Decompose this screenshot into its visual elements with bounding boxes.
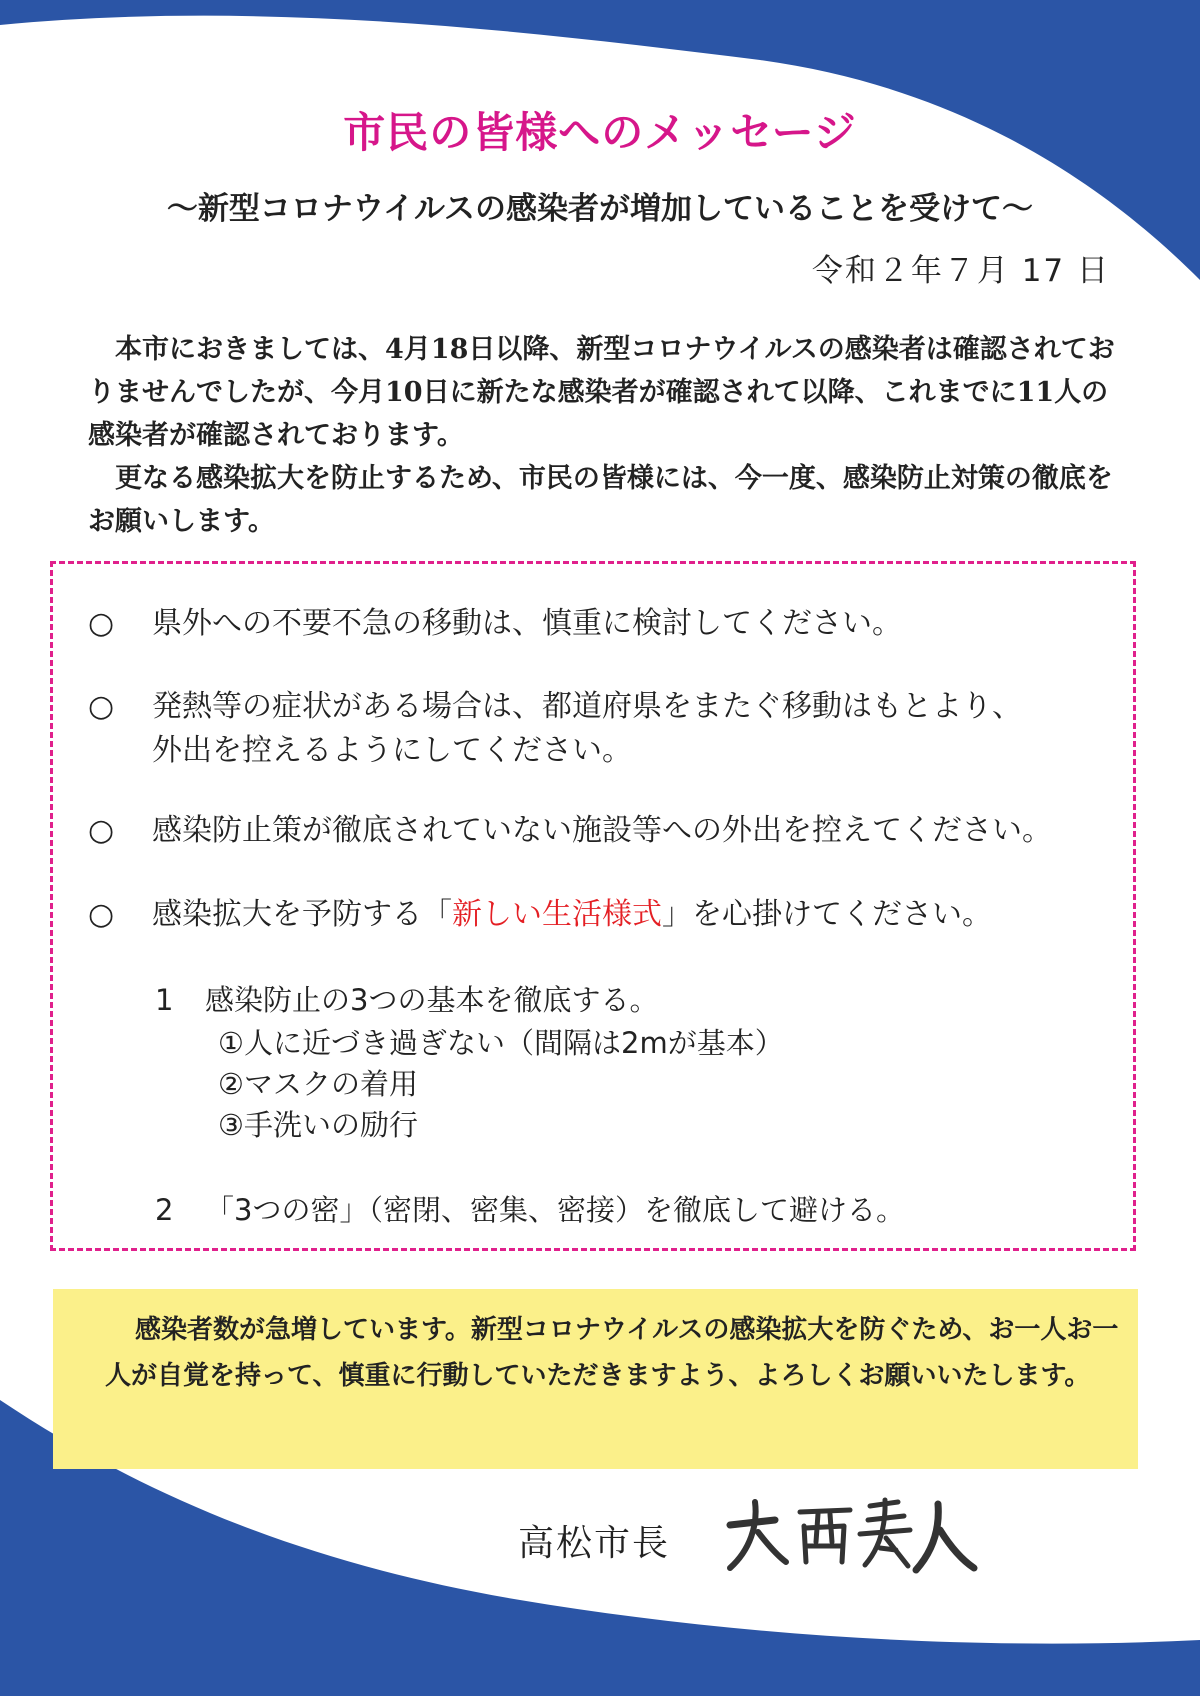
bullet-circle-icon: ○ [88, 689, 115, 724]
intro-paragraph-1: 本市におきましては、4月18日以降、新型コロナウイルスの感染者は確認されておりませんでしたが、今月10日に新たな感染者が確認されて以降、これまでに11人の感染者が確認されております。 [88, 334, 1115, 451]
page-title: 市民の皆様へのメッセージ [343, 108, 857, 157]
bullet-circle-icon: ○ [88, 897, 115, 932]
sub-item-text: 「3つの密」（密閉、密集、密接）を徹底して避ける。 [205, 1193, 905, 1227]
intro-section [88, 328, 1118, 543]
intro-paragraph-2: 更なる感染拡大を防止するため、市民の皆様には、今一度、感染防止対策の徹底をお願いします。 [88, 463, 1113, 537]
bullet-text: 感染防止策が徹底されていない施設等への外出を控えてください。 [152, 813, 1052, 848]
bullet-text-after: 」を心掛けてください。 [662, 897, 992, 932]
sub-point-3: ③手洗いの励行 [218, 1108, 418, 1142]
bullet-text-before: 感染拡大を予防する「 [152, 897, 452, 932]
bullet-circle-icon: ○ [88, 606, 115, 641]
closing-message [105, 1307, 1125, 1399]
issue-date: 令和２年７月 17 日 [811, 253, 1110, 289]
sub-point-1: ①人に近づき過ぎない（間隔は2mが基本） [218, 1026, 784, 1060]
bullet-circle-icon: ○ [88, 813, 115, 848]
bullet-text [152, 893, 1152, 937]
mayor-signature [720, 1490, 980, 1580]
sub-item-number: 1 [155, 983, 174, 1017]
bullet-text: 県外への不要不急の移動は、慎重に検討してください。 [152, 606, 902, 641]
bullet-text [152, 685, 1152, 773]
bullet-text-line-2: 外出を控えるようにしてください。 [152, 733, 632, 768]
new-lifestyle-highlight: 新しい生活様式 [452, 897, 662, 932]
page-subtitle: ～新型コロナウイルスの感染者が増加していることを受けて～ [166, 191, 1034, 227]
sub-item-number: 2 [155, 1193, 174, 1227]
sub-item-text: 感染防止の3つの基本を徹底する。 [205, 983, 659, 1017]
bullet-text-line-1: 発熱等の症状がある場合は、都道府県をまたぐ移動はもとより、 [152, 689, 1022, 724]
closing-text: 感染者数が急増しています。新型コロナウイルスの感染拡大を防ぐため、お一人お一人が自覚を持って、慎重に行動していただきますよう、よろしくお願いいたします。 [105, 1315, 1119, 1391]
sub-point-2: ②マスクの着用 [218, 1067, 418, 1101]
mayor-title: 高松市長 [518, 1523, 671, 1564]
